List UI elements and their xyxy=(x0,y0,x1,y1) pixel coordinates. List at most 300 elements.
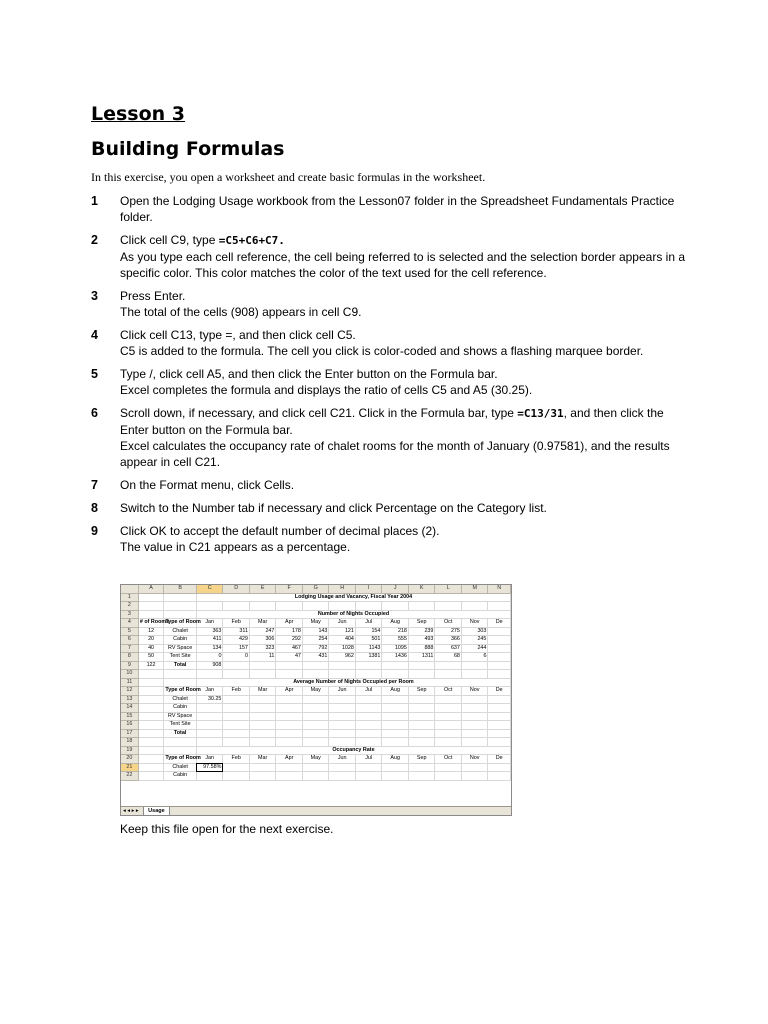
sheet-cell[interactable] xyxy=(488,653,511,662)
sheet-cell[interactable]: 467 xyxy=(276,644,303,653)
sheet-cell[interactable] xyxy=(138,687,163,696)
sheet-cell[interactable]: Mar xyxy=(249,755,276,764)
sheet-cell[interactable] xyxy=(138,712,163,721)
sheet-cell[interactable] xyxy=(196,721,223,730)
sheet-cell[interactable]: De xyxy=(488,619,511,628)
sheet-cell[interactable]: 239 xyxy=(408,627,435,636)
sheet-cell[interactable] xyxy=(249,712,276,721)
sheet-cell[interactable]: 0 xyxy=(223,653,250,662)
sheet-cell[interactable] xyxy=(138,772,163,781)
sheet-cell[interactable]: May xyxy=(302,687,329,696)
sheet-cell[interactable]: Feb xyxy=(223,755,250,764)
row-header[interactable]: 21 xyxy=(121,763,138,772)
column-header[interactable]: A xyxy=(138,585,163,593)
sheet-cell[interactable] xyxy=(138,721,163,730)
sheet-cell[interactable] xyxy=(329,712,356,721)
sheet-cell[interactable] xyxy=(276,729,303,738)
sheet-cell[interactable] xyxy=(461,729,488,738)
sheet-cell[interactable]: 12 xyxy=(138,627,163,636)
row-header[interactable]: 4 xyxy=(121,619,138,628)
sheet-cell[interactable] xyxy=(302,695,329,704)
sheet-cell[interactable] xyxy=(408,738,435,747)
sheet-cell[interactable]: 429 xyxy=(223,636,250,645)
sheet-cell[interactable]: 908 xyxy=(196,661,223,670)
sheet-cell[interactable] xyxy=(488,712,511,721)
sheet-cell[interactable]: Type of Room xyxy=(165,755,201,761)
sheet-cell[interactable] xyxy=(249,704,276,713)
sheet-cell[interactable] xyxy=(461,704,488,713)
sheet-cell[interactable] xyxy=(461,763,488,772)
sheet-cell[interactable]: Aug xyxy=(382,755,409,764)
sheet-cell[interactable]: 366 xyxy=(435,636,462,645)
sheet-cell[interactable]: Nov xyxy=(461,619,488,628)
sheet-cell[interactable]: 0 xyxy=(196,653,223,662)
row-header[interactable]: 22 xyxy=(121,772,138,781)
sheet-cell[interactable]: De xyxy=(488,755,511,764)
sheet-cell[interactable] xyxy=(408,661,435,670)
sheet-cell[interactable]: Jul xyxy=(355,687,382,696)
sheet-cell[interactable] xyxy=(138,746,163,755)
sheet-cell[interactable]: 792 xyxy=(302,644,329,653)
sheet-cell[interactable] xyxy=(276,763,303,772)
sheet-cell[interactable]: 47 xyxy=(276,653,303,662)
sheet-cell[interactable]: Jul xyxy=(355,619,382,628)
sheet-cell[interactable] xyxy=(435,661,462,670)
sheet-cell[interactable] xyxy=(249,602,276,611)
sheet-cell[interactable] xyxy=(488,636,511,645)
sheet-cell[interactable] xyxy=(355,704,382,713)
sheet-cell[interactable] xyxy=(435,712,462,721)
sheet-cell[interactable]: 1311 xyxy=(408,653,435,662)
sheet-cell[interactable]: 6 xyxy=(461,653,488,662)
sheet-cell[interactable] xyxy=(461,670,488,679)
sheet-cell[interactable] xyxy=(223,721,250,730)
sheet-cell[interactable] xyxy=(408,712,435,721)
sheet-cell[interactable] xyxy=(408,670,435,679)
sheet-cell[interactable] xyxy=(196,602,223,611)
row-header[interactable]: 3 xyxy=(121,610,138,619)
column-header[interactable]: G xyxy=(302,585,329,593)
sheet-cell[interactable] xyxy=(223,772,250,781)
sheet-cell[interactable] xyxy=(329,721,356,730)
sheet-cell[interactable] xyxy=(223,695,250,704)
row-header[interactable]: 14 xyxy=(121,704,138,713)
sheet-cell[interactable]: 244 xyxy=(461,644,488,653)
sheet-cell[interactable] xyxy=(461,712,488,721)
column-header[interactable]: F xyxy=(276,585,303,593)
sheet-cell[interactable] xyxy=(164,602,197,611)
sheet-cell[interactable]: Sep xyxy=(408,755,435,764)
sheet-cell[interactable]: 97.58% xyxy=(196,763,223,772)
sheet-cell[interactable] xyxy=(329,704,356,713)
sheet-cell[interactable]: 411 xyxy=(196,636,223,645)
sheet-cell[interactable] xyxy=(249,670,276,679)
sheet-cell[interactable]: 30.25 xyxy=(196,695,223,704)
sheet-cell[interactable]: Type of Room xyxy=(165,619,201,625)
sheet-cell[interactable] xyxy=(488,627,511,636)
sheet-cell[interactable] xyxy=(435,721,462,730)
sheet-cell[interactable] xyxy=(408,763,435,772)
sheet-cell[interactable] xyxy=(355,661,382,670)
sheet-cell[interactable] xyxy=(302,772,329,781)
sheet-cell[interactable]: Cabin xyxy=(164,704,197,713)
column-header[interactable]: N xyxy=(488,585,511,593)
sheet-cell[interactable]: Jun xyxy=(329,619,356,628)
sheet-cell[interactable] xyxy=(408,704,435,713)
sheet-cell[interactable] xyxy=(302,602,329,611)
row-header[interactable]: 9 xyxy=(121,661,138,670)
sheet-cell[interactable]: Total xyxy=(164,661,197,670)
sheet-cell[interactable]: 493 xyxy=(408,636,435,645)
sheet-cell[interactable]: Number of Nights Occupied xyxy=(196,610,510,619)
sheet-cell[interactable]: Mar xyxy=(249,619,276,628)
sheet-cell[interactable]: 637 xyxy=(435,644,462,653)
column-header[interactable]: K xyxy=(408,585,435,593)
sheet-cell[interactable] xyxy=(435,670,462,679)
sheet-cell[interactable] xyxy=(382,661,409,670)
sheet-cell[interactable] xyxy=(435,772,462,781)
sheet-cell[interactable]: 555 xyxy=(382,636,409,645)
sheet-cell[interactable]: 292 xyxy=(276,636,303,645)
sheet-cell[interactable]: May xyxy=(302,755,329,764)
sheet-cell[interactable] xyxy=(461,721,488,730)
sheet-cell[interactable]: Occupancy Rate xyxy=(196,746,510,755)
sheet-cell[interactable]: Nov xyxy=(461,755,488,764)
sheet-cell[interactable] xyxy=(355,772,382,781)
row-header[interactable]: 2 xyxy=(121,602,138,611)
sheet-cell[interactable]: 154 xyxy=(355,627,382,636)
sheet-cell[interactable] xyxy=(461,602,488,611)
sheet-cell[interactable] xyxy=(223,602,250,611)
sheet-cell[interactable] xyxy=(355,763,382,772)
sheet-cell[interactable]: 431 xyxy=(302,653,329,662)
sheet-cell[interactable] xyxy=(355,602,382,611)
sheet-cell[interactable] xyxy=(249,721,276,730)
sheet-cell[interactable] xyxy=(382,738,409,747)
sheet-cell[interactable] xyxy=(408,729,435,738)
sheet-cell[interactable]: Total xyxy=(164,729,197,738)
sheet-cell[interactable]: Chalet xyxy=(164,627,197,636)
sheet-cell[interactable] xyxy=(164,738,197,747)
sheet-cell[interactable] xyxy=(488,644,511,653)
sheet-cell[interactable] xyxy=(302,670,329,679)
sheet-cell[interactable]: Chalet xyxy=(164,695,197,704)
sheet-cell[interactable]: Cabin xyxy=(164,772,197,781)
sheet-cell[interactable] xyxy=(138,695,163,704)
sheet-cell[interactable]: 1381 xyxy=(355,653,382,662)
sheet-cell[interactable] xyxy=(382,695,409,704)
sheet-cell[interactable] xyxy=(276,772,303,781)
sheet-cell[interactable] xyxy=(435,763,462,772)
sheet-cell[interactable]: 218 xyxy=(382,627,409,636)
sheet-cell[interactable]: RV Space xyxy=(164,644,197,653)
sheet-cell[interactable]: 245 xyxy=(461,636,488,645)
sheet-cell[interactable] xyxy=(488,670,511,679)
sheet-cell[interactable] xyxy=(223,670,250,679)
sheet-cell[interactable]: 122 xyxy=(138,661,163,670)
sheet-cell[interactable] xyxy=(382,729,409,738)
sheet-cell[interactable]: 323 xyxy=(249,644,276,653)
sheet-cell[interactable] xyxy=(164,746,197,755)
sheet-cell[interactable] xyxy=(382,670,409,679)
sheet-cell[interactable] xyxy=(196,738,223,747)
sheet-cell[interactable] xyxy=(382,602,409,611)
sheet-cell[interactable] xyxy=(196,772,223,781)
column-header[interactable]: L xyxy=(435,585,462,593)
row-header[interactable]: 5 xyxy=(121,627,138,636)
sheet-cell[interactable] xyxy=(355,695,382,704)
sheet-cell[interactable]: RV Space xyxy=(164,712,197,721)
tab-scroll-arrows[interactable]: ◂ ◂ ▸ ▸ xyxy=(123,808,139,814)
row-header[interactable]: 19 xyxy=(121,746,138,755)
sheet-cell[interactable]: Apr xyxy=(276,755,303,764)
sheet-cell[interactable]: Jan xyxy=(196,619,223,628)
sheet-cell[interactable] xyxy=(138,670,163,679)
sheet-cell[interactable] xyxy=(276,661,303,670)
sheet-cell[interactable]: 178 xyxy=(276,627,303,636)
sheet-cell[interactable]: 121 xyxy=(329,627,356,636)
sheet-cell[interactable]: Feb xyxy=(223,619,250,628)
sheet-cell[interactable]: 311 xyxy=(223,627,250,636)
sheet-cell[interactable]: Aug xyxy=(382,619,409,628)
sheet-cell[interactable]: May xyxy=(302,619,329,628)
sheet-cell[interactable] xyxy=(223,712,250,721)
sheet-cell[interactable] xyxy=(355,670,382,679)
sheet-cell[interactable] xyxy=(329,695,356,704)
column-header[interactable] xyxy=(121,585,138,593)
sheet-cell[interactable] xyxy=(329,729,356,738)
sheet-cell[interactable]: 20 xyxy=(138,636,163,645)
sheet-cell[interactable] xyxy=(488,729,511,738)
sheet-cell[interactable] xyxy=(461,661,488,670)
sheet-cell[interactable]: Apr xyxy=(276,687,303,696)
sheet-cell[interactable] xyxy=(138,729,163,738)
sheet-cell[interactable]: Tent Site xyxy=(164,653,197,662)
sheet-cell[interactable] xyxy=(302,704,329,713)
sheet-cell[interactable] xyxy=(138,678,163,687)
sheet-cell[interactable] xyxy=(164,593,197,602)
sheet-cell[interactable] xyxy=(488,661,511,670)
sheet-cell[interactable]: 11 xyxy=(249,653,276,662)
sheet-cell[interactable] xyxy=(138,763,163,772)
sheet-cell[interactable] xyxy=(196,704,223,713)
sheet-cell[interactable] xyxy=(382,704,409,713)
sheet-cell[interactable]: 303 xyxy=(461,627,488,636)
sheet-cell[interactable] xyxy=(488,704,511,713)
row-header[interactable]: 15 xyxy=(121,712,138,721)
sheet-cell[interactable] xyxy=(302,738,329,747)
sheet-cell[interactable] xyxy=(488,763,511,772)
sheet-cell[interactable]: 254 xyxy=(302,636,329,645)
column-header[interactable]: H xyxy=(329,585,356,593)
column-header[interactable]: I xyxy=(355,585,382,593)
sheet-tab-usage[interactable]: Usage xyxy=(143,807,170,816)
sheet-cell[interactable]: Type of Room xyxy=(165,687,201,693)
sheet-cell[interactable]: 1143 xyxy=(355,644,382,653)
sheet-cell[interactable] xyxy=(435,695,462,704)
sheet-cell[interactable] xyxy=(223,763,250,772)
sheet-cell[interactable]: 247 xyxy=(249,627,276,636)
sheet-cell[interactable]: 1028 xyxy=(329,644,356,653)
sheet-cell[interactable]: # of Rooms xyxy=(139,619,170,625)
sheet-cell[interactable] xyxy=(355,738,382,747)
sheet-cell[interactable] xyxy=(435,704,462,713)
sheet-cell[interactable] xyxy=(223,704,250,713)
sheet-cell[interactable] xyxy=(302,729,329,738)
sheet-cell[interactable] xyxy=(382,721,409,730)
sheet-cell[interactable] xyxy=(408,772,435,781)
sheet-cell[interactable] xyxy=(408,695,435,704)
sheet-cell[interactable]: Mar xyxy=(249,687,276,696)
sheet-cell[interactable]: Jan xyxy=(196,687,223,696)
sheet-cell[interactable] xyxy=(302,712,329,721)
sheet-cell[interactable] xyxy=(249,661,276,670)
row-header[interactable]: 16 xyxy=(121,721,138,730)
row-header[interactable]: 13 xyxy=(121,695,138,704)
sheet-cell[interactable]: De xyxy=(488,687,511,696)
sheet-cell[interactable]: 157 xyxy=(223,644,250,653)
sheet-cell[interactable] xyxy=(276,712,303,721)
sheet-cell[interactable] xyxy=(276,704,303,713)
sheet-cell[interactable] xyxy=(138,602,163,611)
row-header[interactable]: 18 xyxy=(121,738,138,747)
sheet-cell[interactable] xyxy=(461,695,488,704)
sheet-cell[interactable]: Jul xyxy=(355,755,382,764)
sheet-cell[interactable]: 1436 xyxy=(382,653,409,662)
sheet-cell[interactable] xyxy=(488,602,511,611)
column-header[interactable]: M xyxy=(461,585,488,593)
row-header[interactable]: 1 xyxy=(121,593,138,602)
sheet-cell[interactable]: Sep xyxy=(408,687,435,696)
column-header[interactable]: B xyxy=(164,585,197,593)
sheet-cell[interactable] xyxy=(223,729,250,738)
sheet-cell[interactable] xyxy=(276,695,303,704)
sheet-cell[interactable]: Jan xyxy=(196,755,223,764)
sheet-cell[interactable] xyxy=(196,712,223,721)
sheet-cell[interactable] xyxy=(435,738,462,747)
sheet-cell[interactable] xyxy=(196,729,223,738)
sheet-cell[interactable] xyxy=(329,763,356,772)
sheet-cell[interactable] xyxy=(138,610,163,619)
row-header[interactable]: 17 xyxy=(121,729,138,738)
sheet-cell[interactable]: Cabin xyxy=(164,636,197,645)
sheet-cell[interactable] xyxy=(329,738,356,747)
sheet-cell[interactable] xyxy=(408,721,435,730)
sheet-cell[interactable]: Jun xyxy=(329,755,356,764)
sheet-cell[interactable] xyxy=(249,763,276,772)
sheet-cell[interactable] xyxy=(435,729,462,738)
sheet-cell[interactable] xyxy=(138,704,163,713)
sheet-cell[interactable] xyxy=(138,593,163,602)
sheet-cell[interactable]: 68 xyxy=(435,653,462,662)
sheet-cell[interactable] xyxy=(382,763,409,772)
sheet-cell[interactable] xyxy=(223,738,250,747)
sheet-cell[interactable] xyxy=(488,721,511,730)
sheet-cell[interactable] xyxy=(355,721,382,730)
row-header[interactable]: 7 xyxy=(121,644,138,653)
sheet-cell[interactable] xyxy=(329,772,356,781)
sheet-cell[interactable] xyxy=(276,721,303,730)
column-header[interactable]: D xyxy=(223,585,250,593)
sheet-cell[interactable] xyxy=(488,738,511,747)
sheet-cell[interactable]: Chalet xyxy=(164,763,197,772)
sheet-cell[interactable] xyxy=(329,670,356,679)
sheet-cell[interactable] xyxy=(164,670,197,679)
sheet-cell[interactable] xyxy=(223,661,250,670)
sheet-cell[interactable]: 1095 xyxy=(382,644,409,653)
sheet-cell[interactable]: Tent Site xyxy=(164,721,197,730)
sheet-cell[interactable] xyxy=(302,721,329,730)
sheet-cell[interactable] xyxy=(382,772,409,781)
sheet-cell[interactable] xyxy=(461,772,488,781)
sheet-cell[interactable]: Jun xyxy=(329,687,356,696)
sheet-cell[interactable] xyxy=(164,678,197,687)
sheet-cell[interactable]: 501 xyxy=(355,636,382,645)
sheet-cell[interactable]: Average Number of Nights Occupied per Room xyxy=(196,678,510,687)
sheet-cell[interactable] xyxy=(355,729,382,738)
sheet-cell[interactable]: Oct xyxy=(435,619,462,628)
sheet-cell[interactable] xyxy=(276,602,303,611)
sheet-cell[interactable] xyxy=(302,763,329,772)
sheet-cell[interactable]: Sep xyxy=(408,619,435,628)
column-header[interactable]: J xyxy=(382,585,409,593)
sheet-cell[interactable] xyxy=(408,602,435,611)
sheet-cell[interactable]: Feb xyxy=(223,687,250,696)
sheet-cell[interactable] xyxy=(329,661,356,670)
sheet-cell[interactable] xyxy=(164,610,197,619)
sheet-cell[interactable]: Apr xyxy=(276,619,303,628)
sheet-cell[interactable]: Lodging Usage and Vacancy, Fiscal Year 2004 xyxy=(196,593,510,602)
sheet-cell[interactable]: 40 xyxy=(138,644,163,653)
sheet-cell[interactable] xyxy=(249,738,276,747)
sheet-cell[interactable]: 888 xyxy=(408,644,435,653)
sheet-cell[interactable] xyxy=(302,661,329,670)
sheet-cell[interactable] xyxy=(249,772,276,781)
sheet-cell[interactable] xyxy=(329,602,356,611)
sheet-cell[interactable] xyxy=(435,602,462,611)
sheet-cell[interactable]: 306 xyxy=(249,636,276,645)
row-header[interactable]: 11 xyxy=(121,678,138,687)
sheet-cell[interactable]: 134 xyxy=(196,644,223,653)
sheet-cell[interactable] xyxy=(276,738,303,747)
row-header[interactable]: 8 xyxy=(121,653,138,662)
row-header[interactable]: 10 xyxy=(121,670,138,679)
column-header[interactable]: E xyxy=(249,585,276,593)
sheet-cell[interactable]: 363 xyxy=(196,627,223,636)
sheet-cell[interactable] xyxy=(196,670,223,679)
row-header[interactable]: 6 xyxy=(121,636,138,645)
sheet-cell[interactable] xyxy=(138,755,163,764)
sheet-cell[interactable] xyxy=(249,695,276,704)
sheet-cell[interactable] xyxy=(488,772,511,781)
sheet-cell[interactable]: 143 xyxy=(302,627,329,636)
row-header[interactable]: 12 xyxy=(121,687,138,696)
sheet-cell[interactable]: Nov xyxy=(461,687,488,696)
sheet-cell[interactable] xyxy=(355,712,382,721)
sheet-cell[interactable]: Aug xyxy=(382,687,409,696)
sheet-cell[interactable]: 404 xyxy=(329,636,356,645)
sheet-cell[interactable] xyxy=(249,729,276,738)
sheet-cell[interactable]: Oct xyxy=(435,687,462,696)
sheet-cell[interactable] xyxy=(488,695,511,704)
sheet-cell[interactable]: 50 xyxy=(138,653,163,662)
sheet-cell[interactable] xyxy=(461,738,488,747)
sheet-cell[interactable]: 275 xyxy=(435,627,462,636)
sheet-cell[interactable]: Oct xyxy=(435,755,462,764)
sheet-cell[interactable] xyxy=(138,738,163,747)
column-header[interactable]: C xyxy=(196,585,223,593)
row-header[interactable]: 20 xyxy=(121,755,138,764)
